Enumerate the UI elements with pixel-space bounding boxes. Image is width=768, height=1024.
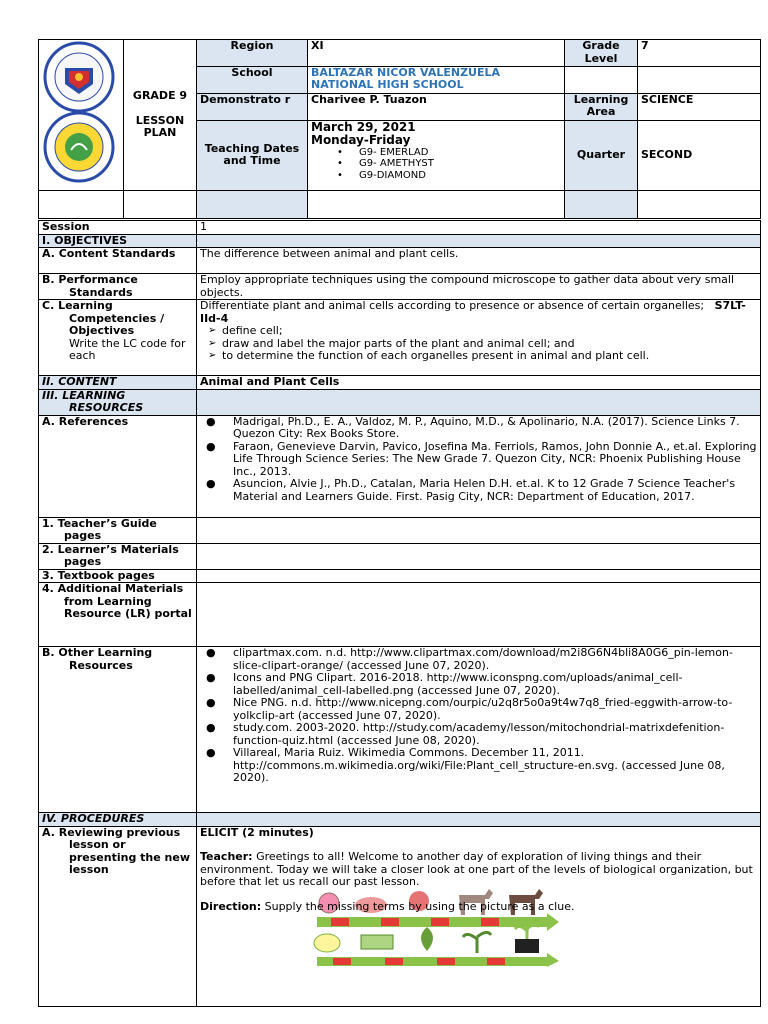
content-standards-value: The difference between animal and plant cells. <box>197 248 761 274</box>
competencies-label: C. Learning Competencies / Objectives <box>42 299 165 337</box>
competencies-value <box>197 300 761 376</box>
review-label: A. Reviewing previous lesson or presenting the new lesson <box>42 826 190 876</box>
competencies-list <box>200 325 757 363</box>
review-value <box>197 826 761 1006</box>
session-label: Session <box>39 221 197 235</box>
quarter-label: Quarter <box>565 120 638 190</box>
sections-list <box>311 147 561 182</box>
plant-icon <box>463 932 491 953</box>
region-value: XI <box>308 40 565 67</box>
leaf-icon <box>421 927 433 951</box>
empty-cell <box>124 190 197 218</box>
plant-tissue-icon <box>361 935 393 949</box>
grade-label: GRADE 9 <box>132 89 188 102</box>
other-resources-value <box>197 647 761 813</box>
region-label: Region <box>197 40 308 67</box>
list-item: ● Madrigal, Ph.D., E. A., Valdoz, M. P., Aquino, M.D., & Apolinario, N.A. (2017). Science Links 7. Quezon City: Rex Books Store. <box>233 416 757 441</box>
session-value: 1 <box>197 221 761 235</box>
empty-cell <box>197 234 761 248</box>
list-item: ➢ draw and label the major parts of the plant and animal cell; and <box>222 338 757 351</box>
empty-cell <box>308 190 565 218</box>
learning-area-value: SCIENCE <box>638 93 761 120</box>
empty-cell <box>638 66 761 93</box>
references-list <box>200 416 757 504</box>
list-item: ● clipartmax.com. n.d. http://www.clipartmax.com/download/m2i8G6N4bli8A0G6_pin-lemon-slice-clipart-orange/ (accessed June 07, 2020). <box>233 647 757 672</box>
other-resources-label: B. Other Learning Resources <box>42 646 153 672</box>
elicit-heading: ELICIT (2 minutes) <box>200 826 314 839</box>
empty-cell <box>197 389 761 415</box>
procedures-heading: IV. PROCEDURES <box>39 813 197 827</box>
empty-cell <box>197 543 761 569</box>
content-heading: II. CONTENT <box>39 376 197 390</box>
lesson-table <box>38 220 761 1007</box>
learners-materials-label: 2. Learner’s Materials pages <box>42 543 179 568</box>
list-item: ● Villareal, Maria Ruiz. Wikimedia Commons. December 11, 2011. http://commons.m.wikimedia.org/wiki/File:Plant_cell_structure-en.svg. (accessed June 08, 2020). <box>233 747 757 785</box>
empty-cell <box>197 569 761 583</box>
school-label: School <box>197 66 308 93</box>
grade-level-value: 7 <box>638 40 761 67</box>
list-item: ● study.com. 2003-2020. http://study.com/academy/lesson/mitochondrial-matrixdefenition-function-quiz.html (accessed June 08, 2020). <box>233 722 757 747</box>
quarter-value: SECOND <box>638 120 761 190</box>
list-item: ➢ define cell; <box>222 325 757 338</box>
header-table <box>38 39 761 219</box>
competencies-sub: Write the LC code for each <box>69 336 186 362</box>
biological-organization-illustration <box>309 877 579 967</box>
list-item: • G9- AMETHYST <box>359 158 561 170</box>
date-text: March 29, 2021 <box>311 120 416 134</box>
empty-cell <box>197 190 308 218</box>
potted-plant-icon <box>515 939 539 953</box>
dates-label: Teaching Dates and Time <box>197 120 308 190</box>
school-value: BALTAZAR NICOR VALENZUELA NATIONAL HIGH SCHOOL <box>308 66 565 93</box>
empty-cell <box>565 190 638 218</box>
content-value: Animal and Plant Cells <box>197 376 761 390</box>
direction-text: Supply the missing terms by using the picture as a clue. <box>264 899 575 913</box>
list-item: ● Faraon, Genevieve Darvin, Pavico, Josefina Ma. Ferriols, Ramos, John Donnie A., et.al. Exploring Life Through Science Series: The New Grade 7. Quezon City, NCR: Phoenix Publishing House Inc., 2013. <box>233 441 757 479</box>
empty-cell <box>638 190 761 218</box>
content-standards-label: A. Content Standards <box>42 247 176 260</box>
empty-cell <box>197 517 761 543</box>
direction-paragraph <box>200 901 757 914</box>
performance-standards-value: Employ appropriate techniques using the compound microscope to gather data about very small objects. <box>197 274 761 300</box>
direction-label: Direction: <box>200 899 262 913</box>
learning-area-label: Learning Area <box>565 93 638 120</box>
demonstrator-value: Charivee P. Tuazon <box>308 93 565 120</box>
teachers-guide-label: 1. Teacher’s Guide pages <box>42 517 157 542</box>
dates-value <box>308 120 565 190</box>
lesson-plan-label: LESSON PLAN <box>135 113 185 139</box>
teacher-text: Greetings to all! Welcome to another day of exploration of living things and their environment. Today we will take a closer look at one part of the levels of biological organization, but before that let us recall our past lesson. <box>200 850 753 888</box>
references-label: A. References <box>42 415 129 428</box>
demonstrator-label: Demonstrato r <box>197 93 308 120</box>
days-text: Monday-Friday <box>311 132 411 147</box>
list-item: • G9-DIAMOND <box>359 170 561 182</box>
other-resources-list <box>200 647 757 785</box>
textbook-label: 3. Textbook pages <box>39 569 197 583</box>
list-item: • G9- EMERLAD <box>359 147 561 159</box>
objectives-heading: I. OBJECTIVES <box>39 234 197 248</box>
empty-cell <box>39 190 124 218</box>
logo-cell <box>39 40 124 191</box>
grade-level-label: Grade Level <box>565 40 638 67</box>
lc-code: S7LT-IId-4 <box>200 299 746 325</box>
list-item: ● Nice PNG. n.d. http://www.nicepng.com/ourpic/u2q8r5o0a9t4w7q8_fried-eggwith-arrow-to-yolkclip-art (accessed June 07, 2020). <box>233 697 757 722</box>
list-item: ➢ to determine the function of each organelles present in animal and plant cell. <box>222 350 757 363</box>
grade-lesson-cell <box>124 40 197 191</box>
empty-cell <box>197 583 761 647</box>
empty-cell <box>565 66 638 93</box>
competencies-text: Differentiate plant and animal cells according to presence or absence of certain organelles; <box>200 299 705 312</box>
references-value <box>197 415 761 517</box>
empty-cell <box>197 813 761 827</box>
teacher-label: Teacher: <box>200 850 253 863</box>
deped-seal-icon <box>39 40 119 186</box>
plant-cell-icon <box>314 934 340 952</box>
performance-standards-label: B. Performance Standards <box>42 273 138 299</box>
resources-heading: III. LEARNING RESOURCES <box>42 389 144 414</box>
bottom-arrow-row <box>317 953 559 967</box>
additional-materials-label: 4. Additional Materials from Learning Resource (LR) portal <box>42 582 192 620</box>
list-item: ● Asuncion, Alvie J., Ph.D., Catalan, Maria Helen D.H. et.al. K to 12 Grade 7 Science Teacher's Material and Learners Guide. First. Pasig City, NCR: Department of Education, 2017. <box>233 478 757 503</box>
list-item: ● Icons and PNG Clipart. 2016-2018. http://www.iconspng.com/uploads/animal_cell-labelled/animal_cell-labelled.png (accessed June 07, 2020). <box>233 672 757 697</box>
